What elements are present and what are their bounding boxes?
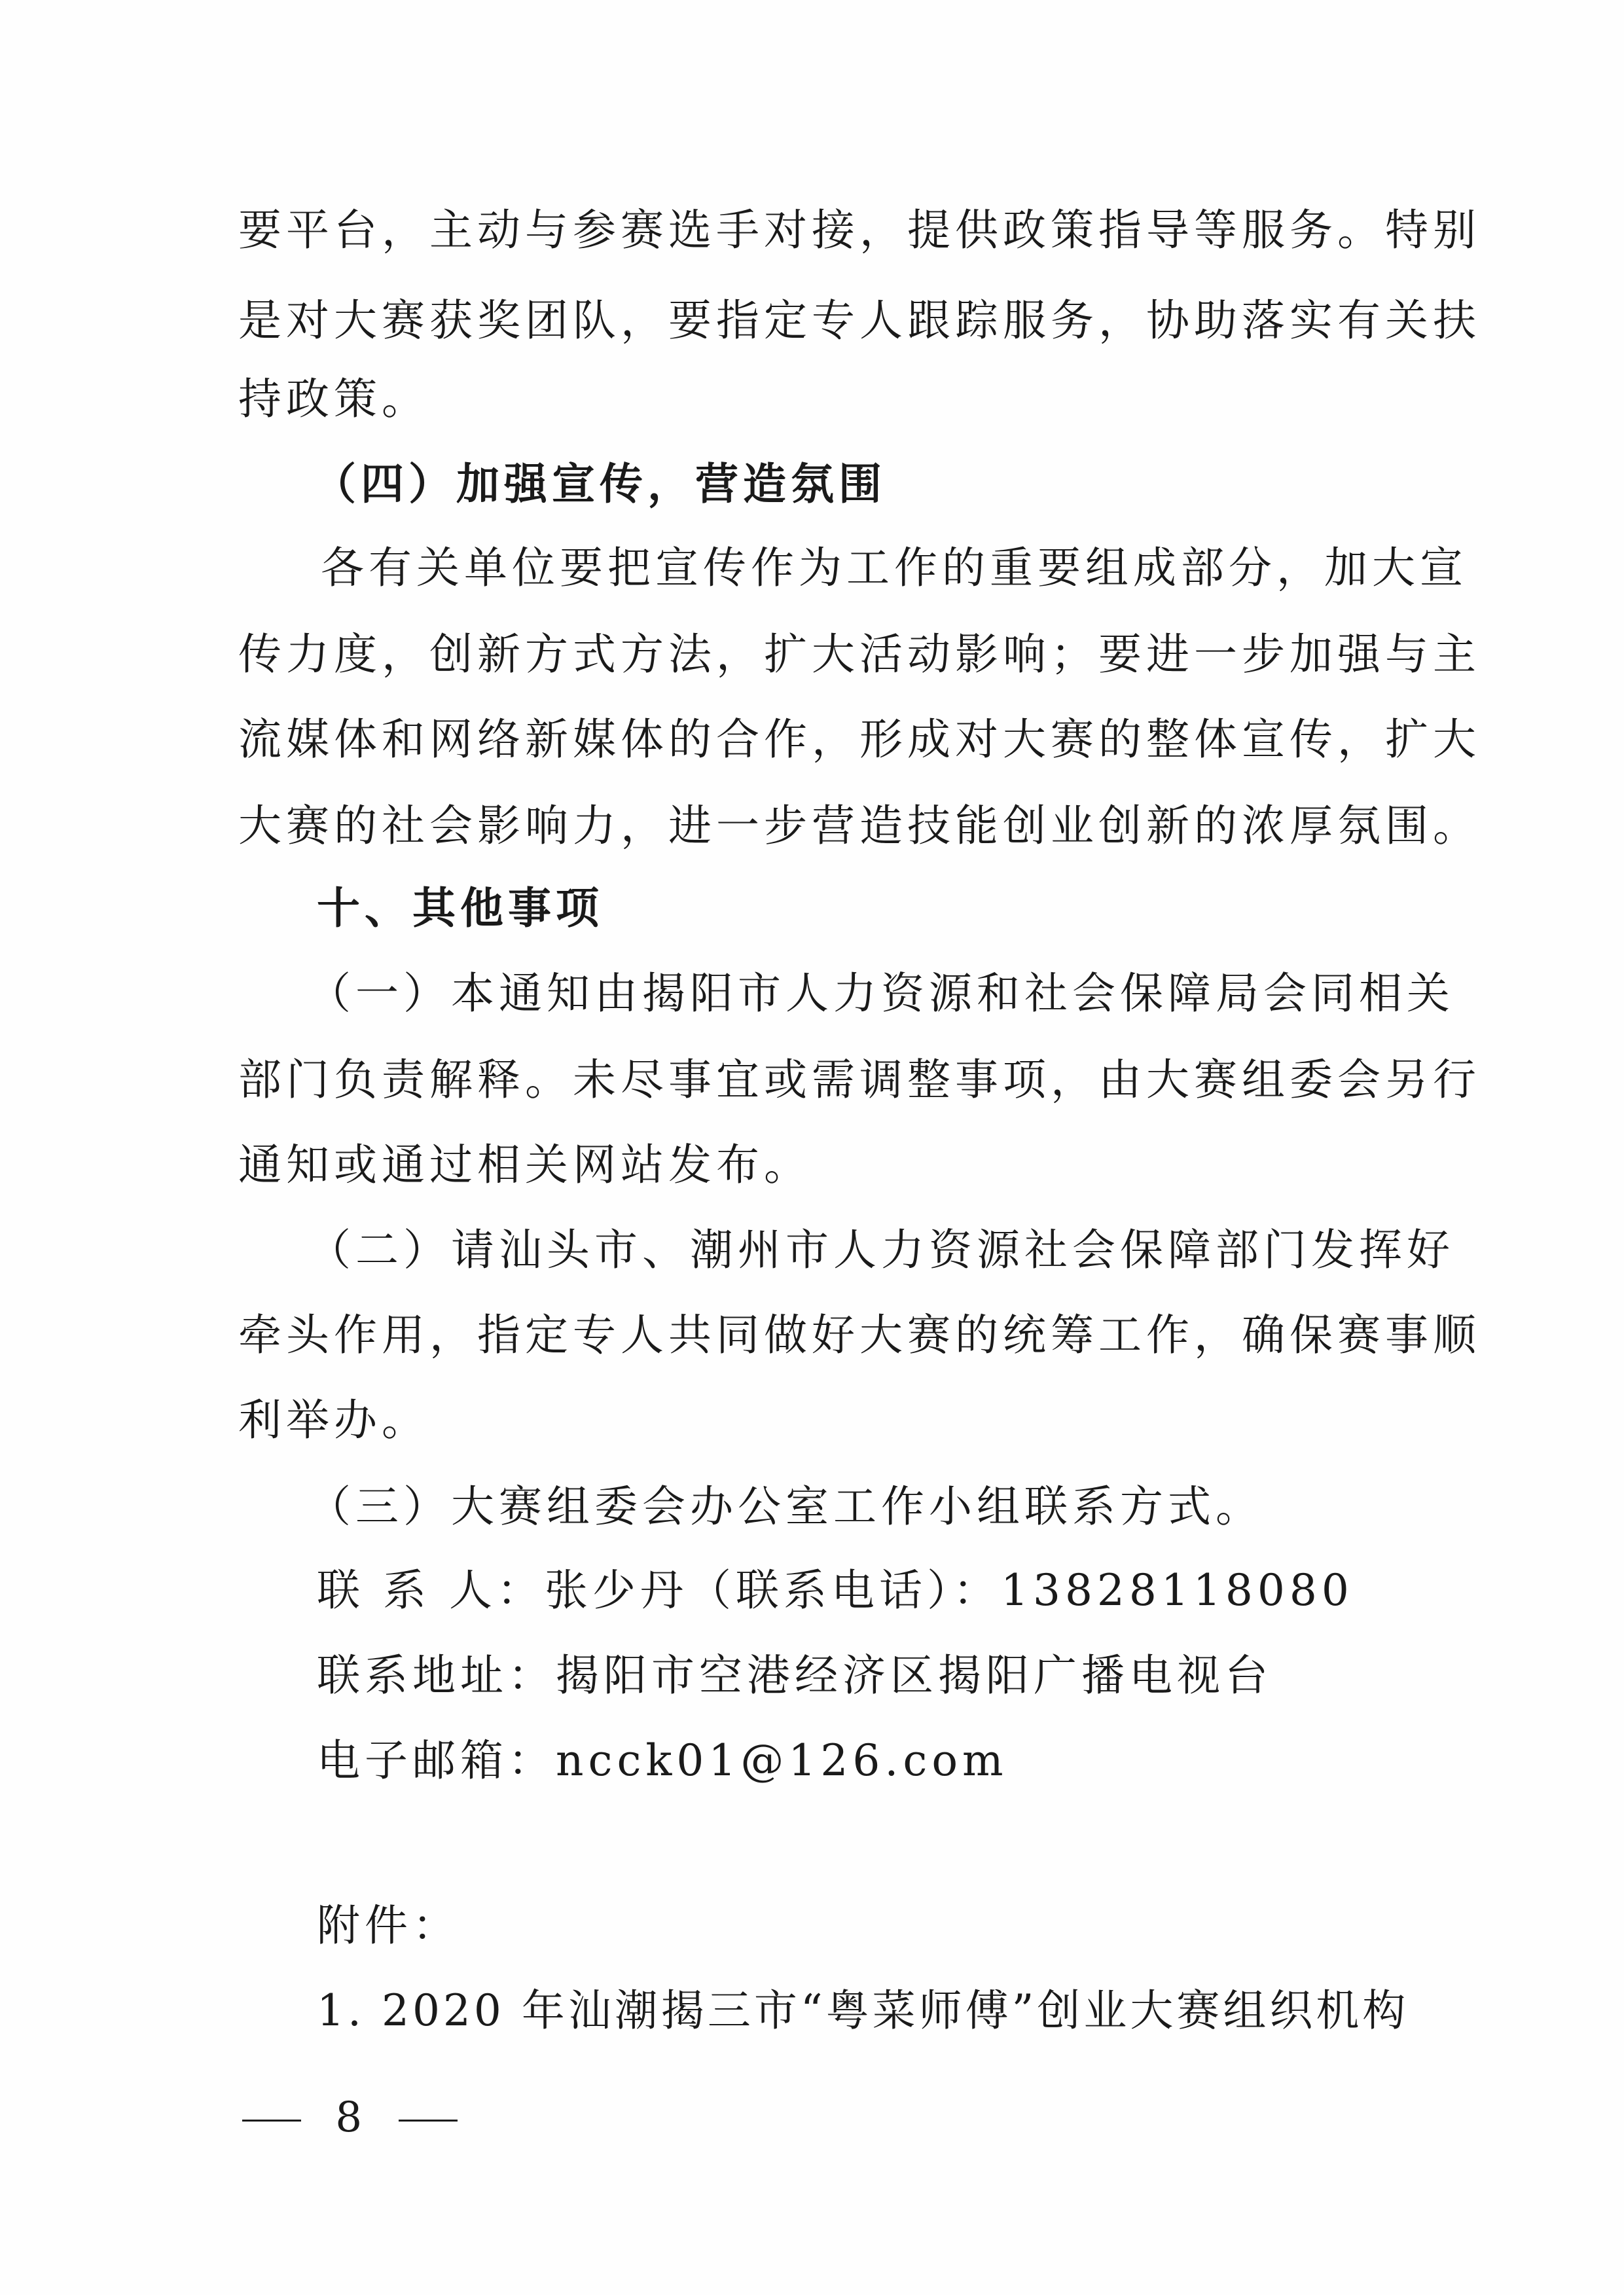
page-number: 8 <box>335 2093 365 2142</box>
section-heading: （四）加强宣传，营造氛围 <box>313 459 886 509</box>
body-text-line: 利举办。 <box>238 1395 429 1445</box>
body-text-line: 通知或通过相关网站发布。 <box>238 1140 812 1190</box>
body-text-line: 要平台，主动与参赛选手对接，提供政策指导等服务。特别 <box>238 205 1481 255</box>
page-footer <box>242 2091 458 2144</box>
attachments-label: 附件： <box>317 1900 460 1951</box>
section-heading: 十、其他事项 <box>317 883 604 933</box>
contact-address: 联系地址：揭阳市空港经济区揭阳广播电视台 <box>317 1650 1272 1701</box>
body-text-line: 流媒体和网络新媒体的合作，形成对大赛的整体宣传，扩大 <box>238 714 1481 765</box>
footer-dash-right <box>399 2120 458 2122</box>
body-text-line: 传力度，创新方式方法，扩大活动影响；要进一步加强与主 <box>238 629 1481 679</box>
body-text-line: 牵头作用，指定专人共同做好大赛的统筹工作，确保赛事顺 <box>238 1310 1481 1360</box>
footer-dash-left <box>242 2120 301 2122</box>
body-text-line: （一）本通知由揭阳市人力资源和社会保障局会同相关 <box>308 968 1454 1019</box>
body-text-line: 各有关单位要把宣传作为工作的重要组成部分，加大宣 <box>321 543 1468 593</box>
body-text-line: （三）大赛组委会办公室工作小组联系方式。 <box>308 1481 1263 1532</box>
contact-person: 联 系 人：张少丹（联系电话）：13828118080 <box>317 1565 1354 1616</box>
body-text-line: 持政策。 <box>238 374 429 424</box>
contact-email: 电子邮箱：ncck01@126.com <box>317 1735 1008 1786</box>
body-text-line: 部门负责解释。未尽事宜或需调整事项，由大赛组委会另行 <box>238 1055 1481 1105</box>
body-text-line: 大赛的社会影响力，进一步营造技能创业创新的浓厚氛围。 <box>238 801 1481 851</box>
attachment-item: 1. 2020 年汕潮揭三市“粤菜师傅”创业大赛组织机构 <box>317 1985 1409 2036</box>
body-text-line: 是对大赛获奖团队，要指定专人跟踪服务，协助落实有关扶 <box>238 295 1481 346</box>
body-text-line: （二）请汕头市、潮州市人力资源社会保障部门发挥好 <box>308 1225 1454 1275</box>
